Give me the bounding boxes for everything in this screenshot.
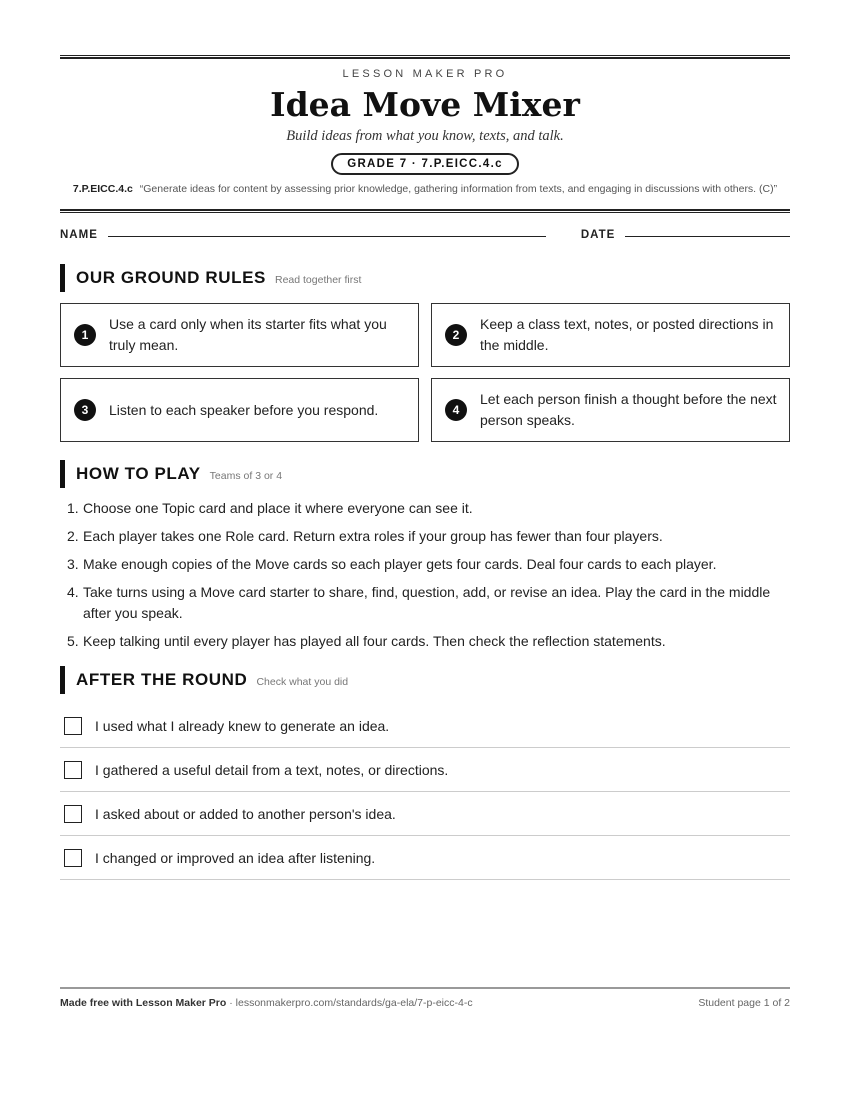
list-item — [67, 554, 790, 575]
rule-card — [431, 378, 790, 442]
checklist-item — [60, 748, 790, 792]
checklist-item — [60, 836, 790, 880]
checkbox[interactable] — [64, 849, 82, 867]
date-label: DATE — [580, 229, 616, 241]
name-field[interactable] — [108, 236, 546, 237]
rule-text: Use a card only when its starter fits what you truly mean. — [109, 316, 387, 353]
step-number: 4. — [67, 584, 79, 600]
list-item — [67, 526, 790, 547]
page-title: Idea Move Mixer — [270, 85, 580, 124]
how-to-play-steps — [60, 498, 790, 652]
rule-text: Let each person finish a thought before the next person speaks. — [480, 391, 777, 428]
step-number: 3. — [67, 556, 79, 572]
list-item — [67, 631, 790, 652]
header-top-rule — [60, 55, 790, 59]
how-to-play-heading — [60, 460, 790, 488]
section-title: AFTER THE ROUND — [76, 670, 248, 689]
section-subtitle: Read together first — [275, 274, 362, 286]
brand-label: LESSON MAKER PRO — [342, 68, 508, 80]
page-footer — [60, 987, 790, 1009]
standard-text: “Generate ideas for content by assessing prior knowledge, gathering information from texts, and engaging in discussions with others. (C)” — [139, 183, 778, 195]
section-title: OUR GROUND RULES — [76, 268, 266, 287]
checkbox[interactable] — [64, 761, 82, 779]
step-text: Make enough copies of the Move cards so each player gets four cards. Deal four cards to each player. — [83, 556, 717, 572]
step-text: Keep talking until every player has played all four cards. Then check the reflection statements. — [83, 633, 666, 649]
checklist-text: I asked about or added to another person's idea. — [95, 805, 396, 822]
checkbox[interactable] — [64, 717, 82, 735]
reflection-checklist — [60, 704, 790, 880]
checklist-item — [60, 704, 790, 748]
rule-card — [60, 303, 419, 367]
ground-rules-heading — [60, 264, 790, 292]
step-text: Each player takes one Role card. Return extra roles if your group has fewer than four players. — [83, 528, 663, 544]
footer-separator: · — [226, 997, 236, 1009]
checklist-text: I used what I already knew to generate an idea. — [95, 717, 390, 734]
after-round-heading — [60, 666, 790, 694]
standard-description — [60, 181, 790, 197]
name-date-row — [60, 229, 790, 241]
checklist-item — [60, 792, 790, 836]
step-number: 5. — [67, 633, 79, 649]
footer-brand: Made free with Lesson Maker Pro — [60, 997, 227, 1009]
date-field[interactable] — [625, 236, 790, 237]
checklist-text: I gathered a useful detail from a text, notes, or directions. — [95, 761, 449, 778]
step-text: Take turns using a Move card starter to share, find, question, add, or revise an idea. Play the card in the middle after you speak. — [83, 584, 771, 621]
step-text: Choose one Topic card and place it where everyone can see it. — [83, 500, 473, 516]
name-label: NAME — [60, 229, 98, 241]
worksheet-page — [60, 55, 790, 880]
section-subtitle: Teams of 3 or 4 — [209, 470, 283, 482]
step-number: 2. — [67, 528, 79, 544]
rule-card — [60, 378, 419, 442]
section-subtitle: Check what you did — [256, 676, 349, 688]
number-badge: 4 — [445, 399, 467, 421]
footer-credit — [60, 997, 473, 1009]
checkbox[interactable] — [64, 805, 82, 823]
list-item — [67, 582, 790, 624]
number-badge: 1 — [74, 324, 96, 346]
grade-standard-badge: GRADE 7 · 7.P.EICC.4.c — [331, 153, 519, 175]
step-number: 1. — [67, 500, 79, 516]
list-item — [67, 498, 790, 519]
page-subtitle: Build ideas from what you know, texts, and talk. — [286, 128, 564, 144]
header-bottom-rule — [60, 209, 790, 213]
ground-rules-grid — [60, 303, 790, 442]
rule-text: Listen to each speaker before you respond. — [109, 401, 379, 418]
number-badge: 3 — [74, 399, 96, 421]
page-number: Student page 1 of 2 — [698, 997, 790, 1009]
checklist-text: I changed or improved an idea after listening. — [95, 849, 376, 866]
standard-code: 7.P.EICC.4.c — [72, 183, 133, 195]
rule-text: Keep a class text, notes, or posted directions in the middle. — [480, 316, 774, 353]
footer-url[interactable]: lessonmakerpro.com/standards/ga-ela/7-p-eicc-4-c — [235, 997, 473, 1009]
rule-card — [431, 303, 790, 367]
number-badge: 2 — [445, 324, 467, 346]
section-title: HOW TO PLAY — [76, 464, 201, 483]
